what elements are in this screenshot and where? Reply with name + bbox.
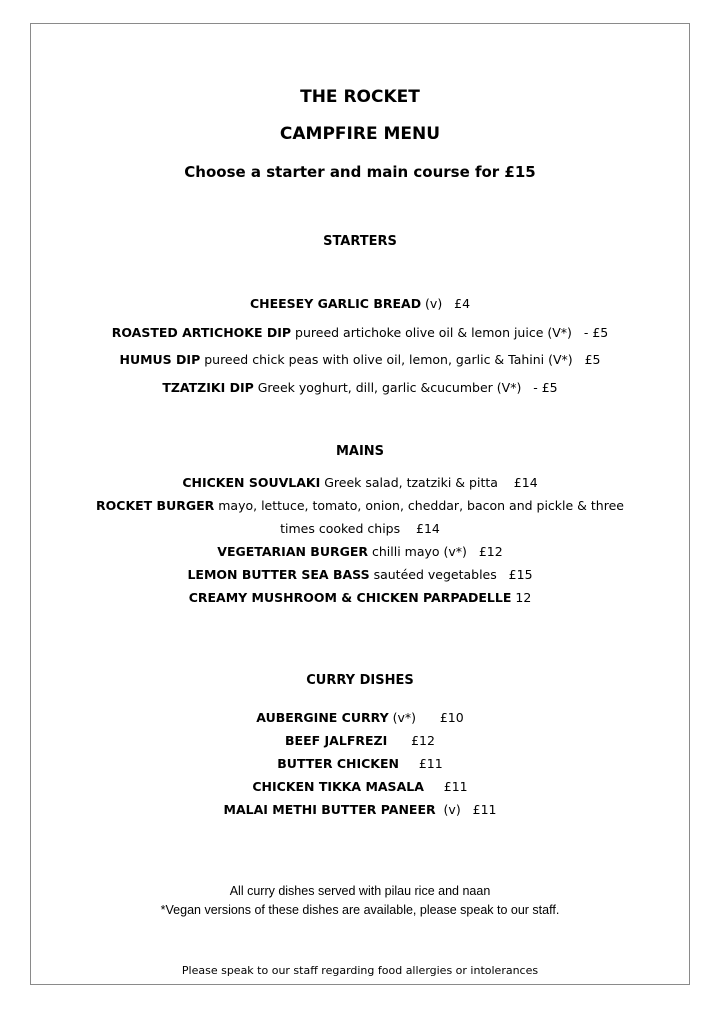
item-detail: Greek yoghurt, dill, garlic &cucumber (V*) - £5 (253, 380, 558, 395)
item-detail: pureed artichoke olive oil & lemon juice (V*) - £5 (291, 325, 609, 340)
menu-item (0, 352, 720, 368)
menu-title: CAMPFIRE MENU (279, 124, 441, 144)
menu-item (0, 710, 720, 726)
item-detail: (v) £4 (421, 296, 471, 311)
item-name: CHEESEY GARLIC BREAD (249, 296, 422, 311)
item-detail: times cooked chips £14 (280, 521, 440, 536)
item-detail: chilli mayo (v*) £12 (368, 544, 503, 559)
item-name: VEGETARIAN BURGER (217, 544, 369, 559)
item-name: CHICKEN TIKKA MASALA (252, 779, 424, 794)
menu-item (0, 380, 720, 396)
menu-item (0, 779, 720, 795)
mains-heading: MAINS (335, 444, 385, 459)
item-name: LEMON BUTTER SEA BASS (187, 567, 370, 582)
offer-subtitle: Choose a starter and main course for £15 (184, 163, 536, 181)
item-detail: Greek salad, tzatziki & pitta £14 (320, 475, 538, 490)
allergy-footer: Please speak to our staff regarding food allergies or intolerances (181, 964, 539, 977)
item-name: HUMUS DIP (119, 352, 201, 367)
vegan-note: *Vegan versions of these dishes are available, please speak to our staff. (160, 903, 560, 917)
menu-item (0, 498, 720, 514)
venue-title: THE ROCKET (300, 87, 420, 107)
menu-item (0, 756, 720, 772)
item-detail: £11 (398, 756, 443, 771)
menu-item-continuation (0, 521, 720, 537)
item-name: CHICKEN SOUVLAKI (182, 475, 321, 490)
item-name: CREAMY MUSHROOM & CHICKEN PARPADELLE (188, 590, 512, 605)
item-name: BEEF JALFREZI (285, 733, 388, 748)
item-name: ROASTED ARTICHOKE DIP (111, 325, 292, 340)
menu-item (0, 733, 720, 749)
starters-heading: STARTERS (323, 234, 397, 249)
curry-heading: CURRY DISHES (306, 673, 414, 688)
served-with-note: All curry dishes served with pilau rice and naan (229, 884, 491, 898)
menu-item (0, 544, 720, 560)
menu-item (0, 802, 720, 818)
item-detail: 12 (511, 590, 532, 605)
menu-item (0, 296, 720, 312)
item-detail: £11 (423, 779, 468, 794)
item-name: ROCKET BURGER (96, 498, 215, 513)
item-name: BUTTER CHICKEN (277, 756, 399, 771)
menu-item (0, 590, 720, 606)
item-detail: (v*) £10 (388, 710, 464, 725)
menu-item (0, 325, 720, 341)
item-name: AUBERGINE CURRY (256, 710, 389, 725)
menu-item (0, 475, 720, 491)
item-detail: mayo, lettuce, tomato, onion, cheddar, bacon and pickle & three (214, 498, 624, 513)
item-detail: pureed chick peas with olive oil, lemon, garlic & Tahini (V*) £5 (200, 352, 601, 367)
item-name: MALAI METHI BUTTER PANEER (223, 802, 436, 817)
item-name: TZATZIKI DIP (162, 380, 254, 395)
item-detail: sautéed vegetables £15 (369, 567, 533, 582)
item-detail: (v) £11 (435, 802, 497, 817)
item-detail: £12 (387, 733, 435, 748)
menu-item (0, 567, 720, 583)
